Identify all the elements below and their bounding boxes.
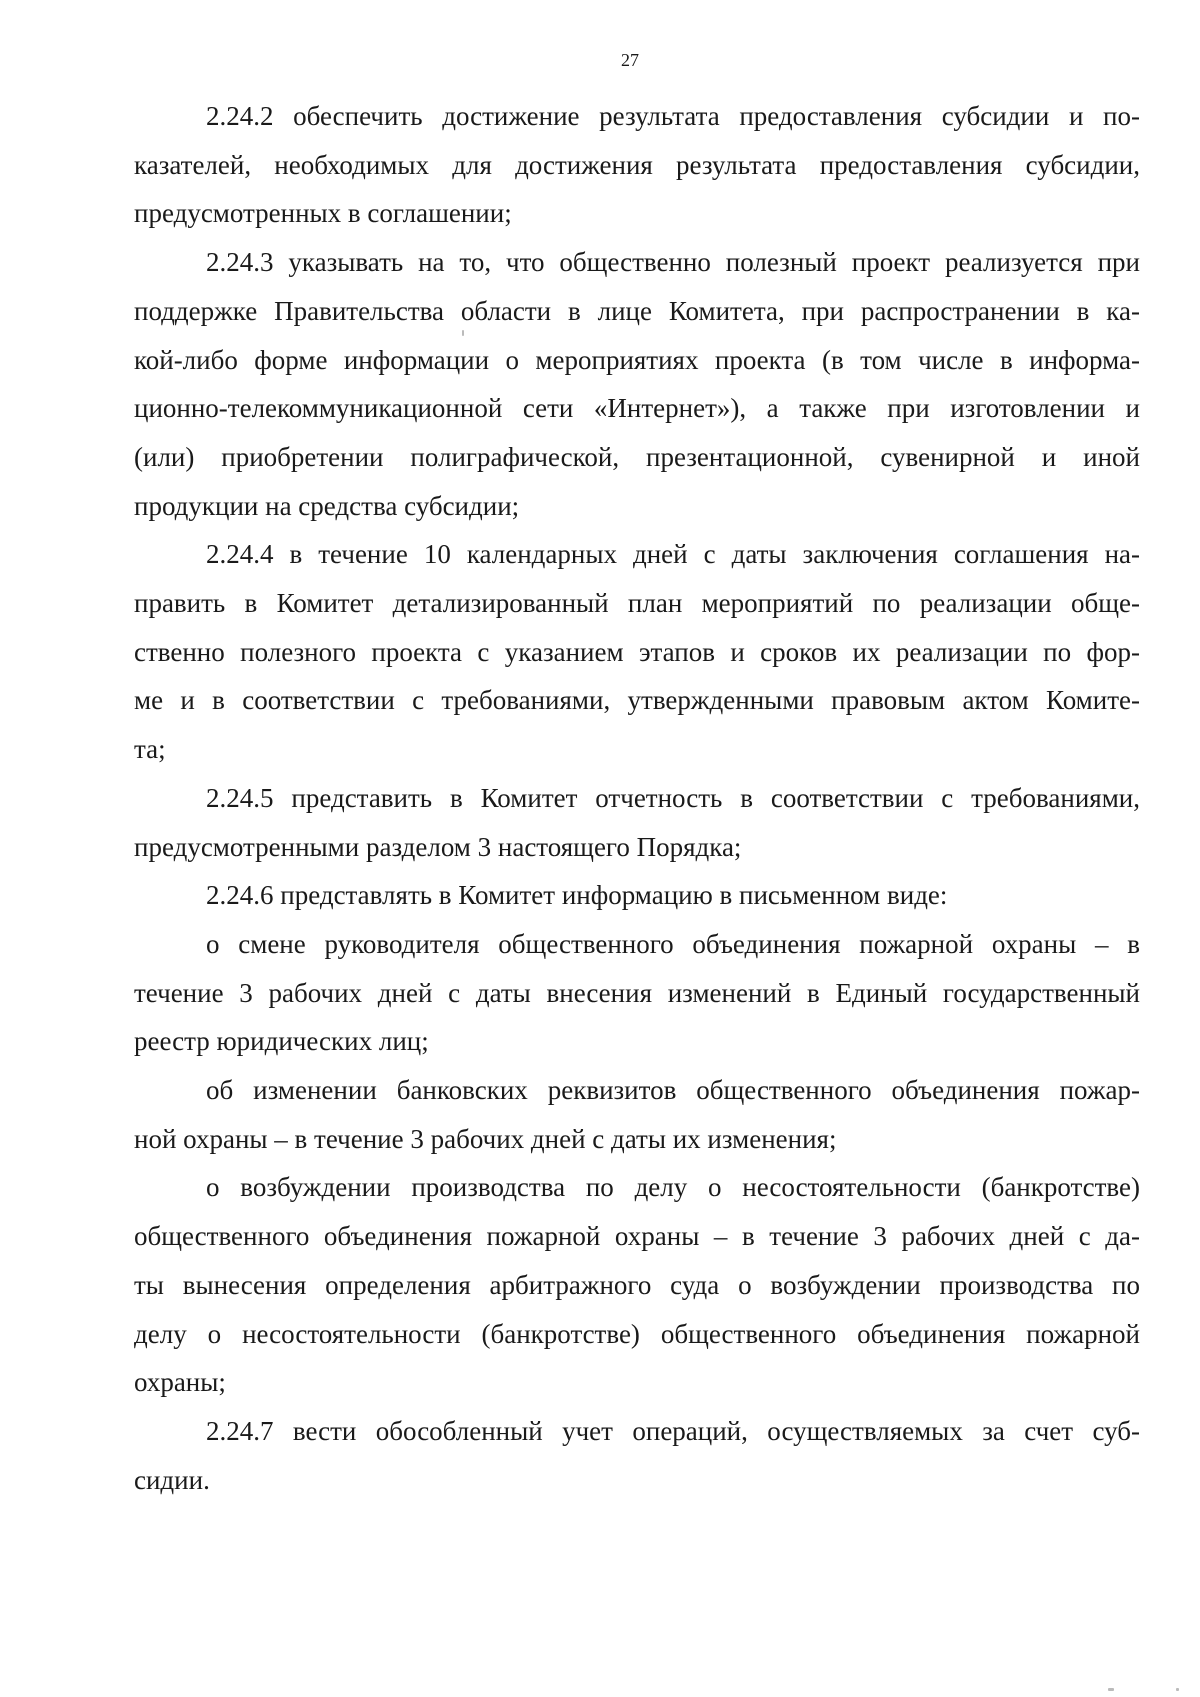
text-line: реестр юридических лиц; <box>134 1026 429 1057</box>
text-line: о смене руководителя общественного объединения пожарной охраны – в <box>206 928 1140 959</box>
text-line: (или) приобретении полиграфической, презентационной, сувенирной и иной <box>134 441 1140 472</box>
paragraph-2-24-3 <box>134 238 1140 530</box>
paragraph-insolvency <box>134 1163 1140 1407</box>
text-line: охраны; <box>134 1367 226 1398</box>
page-number: 27 <box>621 50 639 70</box>
text-line: кой-либо форме информации о мероприятиях проекта (в том числе в информа- <box>134 344 1140 375</box>
text-line: ционно-телекоммуникационной сети «Интернет»), а также при изготовлении и <box>134 393 1140 424</box>
text-line: течение 3 рабочих дней с даты внесения изменений в Единый государственный <box>134 977 1140 1008</box>
text-line: 2.24.4 в течение 10 календарных дней с даты заключения соглашения на- <box>206 539 1140 570</box>
text-line: об изменении банковских реквизитов общественного объединения пожар- <box>206 1075 1140 1106</box>
document-body <box>134 92 1140 1504</box>
text-line: казателей, необходимых для достижения результата предоставления субсидии, <box>134 149 1140 180</box>
scan-speck <box>1176 1688 1179 1691</box>
paragraph-2-24-2 <box>134 92 1140 238</box>
text-line: 2.24.6 представлять в Комитет информацию в письменном виде: <box>206 880 948 911</box>
text-line: 2.24.3 указывать на то, что общественно полезный проект реализуется при <box>206 247 1140 278</box>
paragraph-2-24-7 <box>134 1407 1140 1504</box>
text-line: ты вынесения определения арбитражного суда о возбуждении производства по <box>134 1269 1140 1300</box>
paragraph-2-24-4 <box>134 530 1140 774</box>
text-line: ме и в соответствии с требованиями, утвержденными правовым актом Комите- <box>134 685 1140 716</box>
text-line: ственно полезного проекта с указанием этапов и сроков их реализации по фор- <box>134 636 1140 667</box>
text-line: править в Комитет детализированный план мероприятий по реализации обще- <box>134 588 1140 619</box>
text-line: та; <box>134 734 166 765</box>
paragraph-2-24-5 <box>134 774 1140 871</box>
paragraph-bank-details <box>134 1066 1140 1163</box>
text-line: 2.24.2 обеспечить достижение результата предоставления субсидии и по- <box>206 101 1140 131</box>
text-line: ной охраны – в течение 3 рабочих дней с даты их изменения; <box>134 1123 837 1154</box>
text-line: продукции на средства субсидии; <box>134 490 520 521</box>
scan-speck <box>1108 1688 1114 1691</box>
text-line: о возбуждении производства по делу о несостоятельности (банкротстве) <box>206 1172 1140 1203</box>
paragraph-head-change <box>134 920 1140 1066</box>
text-line: 2.24.5 представить в Комитет отчетность в соответствии с требованиями, <box>206 782 1140 813</box>
text-line: делу о несостоятельности (банкротстве) общественного объединения пожарной <box>134 1318 1140 1349</box>
text-line: общественного объединения пожарной охраны – в течение 3 рабочих дней с да- <box>134 1221 1140 1252</box>
text-line: предусмотренных в соглашении; <box>134 198 512 229</box>
text-line: сидии. <box>134 1464 210 1495</box>
scan-speck <box>462 330 464 336</box>
text-line: 2.24.7 вести обособленный учет операций, осуществляемых за счет суб- <box>206 1415 1140 1446</box>
text-line: предусмотренными разделом 3 настоящего Порядка; <box>134 831 742 862</box>
paragraph-2-24-6 <box>134 871 1140 920</box>
text-line: поддержке Правительства области в лице Комитета, при распространении в ка- <box>134 295 1140 326</box>
